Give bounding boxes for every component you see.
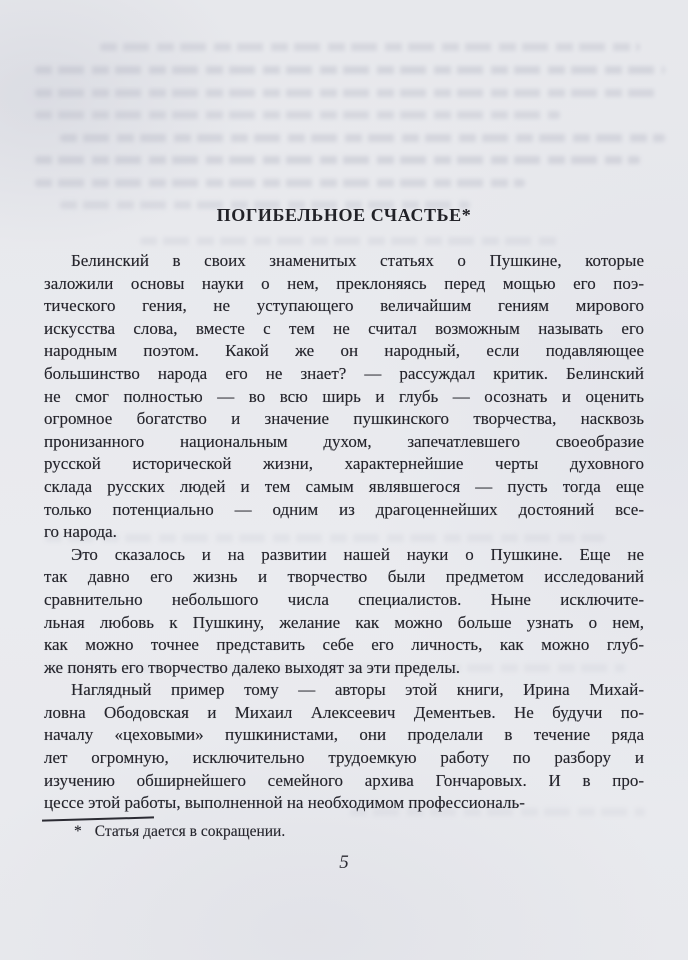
body-line: тического гения, не уступающего величайшим гениям мирового <box>44 296 644 316</box>
footnote <box>44 822 644 842</box>
body-line: же понять его творчество далеко выходят за эти пределы. <box>44 657 461 677</box>
body-line: склада русских людей и тем самым являвшегося — пусть тогда еще <box>44 476 644 496</box>
ghost-text-line <box>35 89 660 97</box>
body-line: лет огромную, исключительно трудоемкую работу по разбору и <box>44 748 644 768</box>
body-line: Наглядный пример тому — авторы этой книги, Ирина Михай- <box>71 680 644 700</box>
body-text <box>44 250 644 815</box>
ghost-text-line <box>35 111 560 119</box>
body-line: так давно его жизнь и творчество были предметом исследований <box>44 567 644 587</box>
ghost-text-line <box>35 156 640 164</box>
article-title: ПОГИБЕЛЬНОЕ СЧАСТЬЕ* <box>216 205 472 225</box>
body-line: ловна Ободовская и Михаил Алексеевич Дементьев. Не будучи по- <box>44 702 644 722</box>
body-line: только потенциально — одним из драгоценнейших достояний все- <box>44 499 644 519</box>
body-line: не смог полностью — во всю ширь и глубь — осознать и оценить <box>44 386 644 406</box>
body-line: изучению обширнейшего семейного архива Гончаровых. И в про- <box>44 770 644 790</box>
body-line: как можно точнее представить себе его личность, как можно глуб- <box>44 635 644 655</box>
footnote-separator <box>42 816 154 821</box>
body-line: сравнительно небольшого числа специалистов. Ныне исключите- <box>44 589 644 609</box>
body-line: большинство народа его не знает? — рассуждал критик. Белинский <box>44 363 644 383</box>
body-line: цессе этой работы, выполненной на необходимом профессиональ- <box>44 793 525 813</box>
body-line: Белинский в своих знаменитых статьях о Пушкине, которые <box>71 251 644 270</box>
body-line: русской исторической жизни, характернейшие черты духовного <box>44 454 644 474</box>
body-line: го народа. <box>44 522 117 542</box>
footnote-marker: * <box>74 823 82 840</box>
ghost-text-line <box>140 237 560 245</box>
ghost-text-line <box>35 66 665 74</box>
body-line: народным поэтом. Какой же он народный, если подавляющее <box>44 341 644 361</box>
body-line: огромное богатство и значение пушкинского творчества, насквозь <box>44 409 644 429</box>
body-line: началу «цеховыми» пушкинистами, они проделали в течение ряда <box>44 725 644 745</box>
body-line: льная любовь к Пушкину, желание как можно больше узнать о нем, <box>44 612 644 632</box>
body-line: Это сказалось и на развитии нашей науки о Пушкине. Еще не <box>71 544 644 564</box>
body-line: заложили основы науки о нем, преклоняясь перед мощью его поэ- <box>44 273 644 293</box>
page-number: 5 <box>339 852 349 873</box>
ghost-text-line <box>100 43 640 51</box>
ghost-text-line <box>35 179 525 187</box>
ghost-text-line <box>60 134 665 142</box>
body-line: пронизанного национальным духом, запечатлевшего своеобразие <box>44 431 644 451</box>
footnote-text: Статья дается в сокращении. <box>94 823 286 840</box>
body-line: искусства слова, вместе с тем не считал возможным называть его <box>44 318 644 338</box>
